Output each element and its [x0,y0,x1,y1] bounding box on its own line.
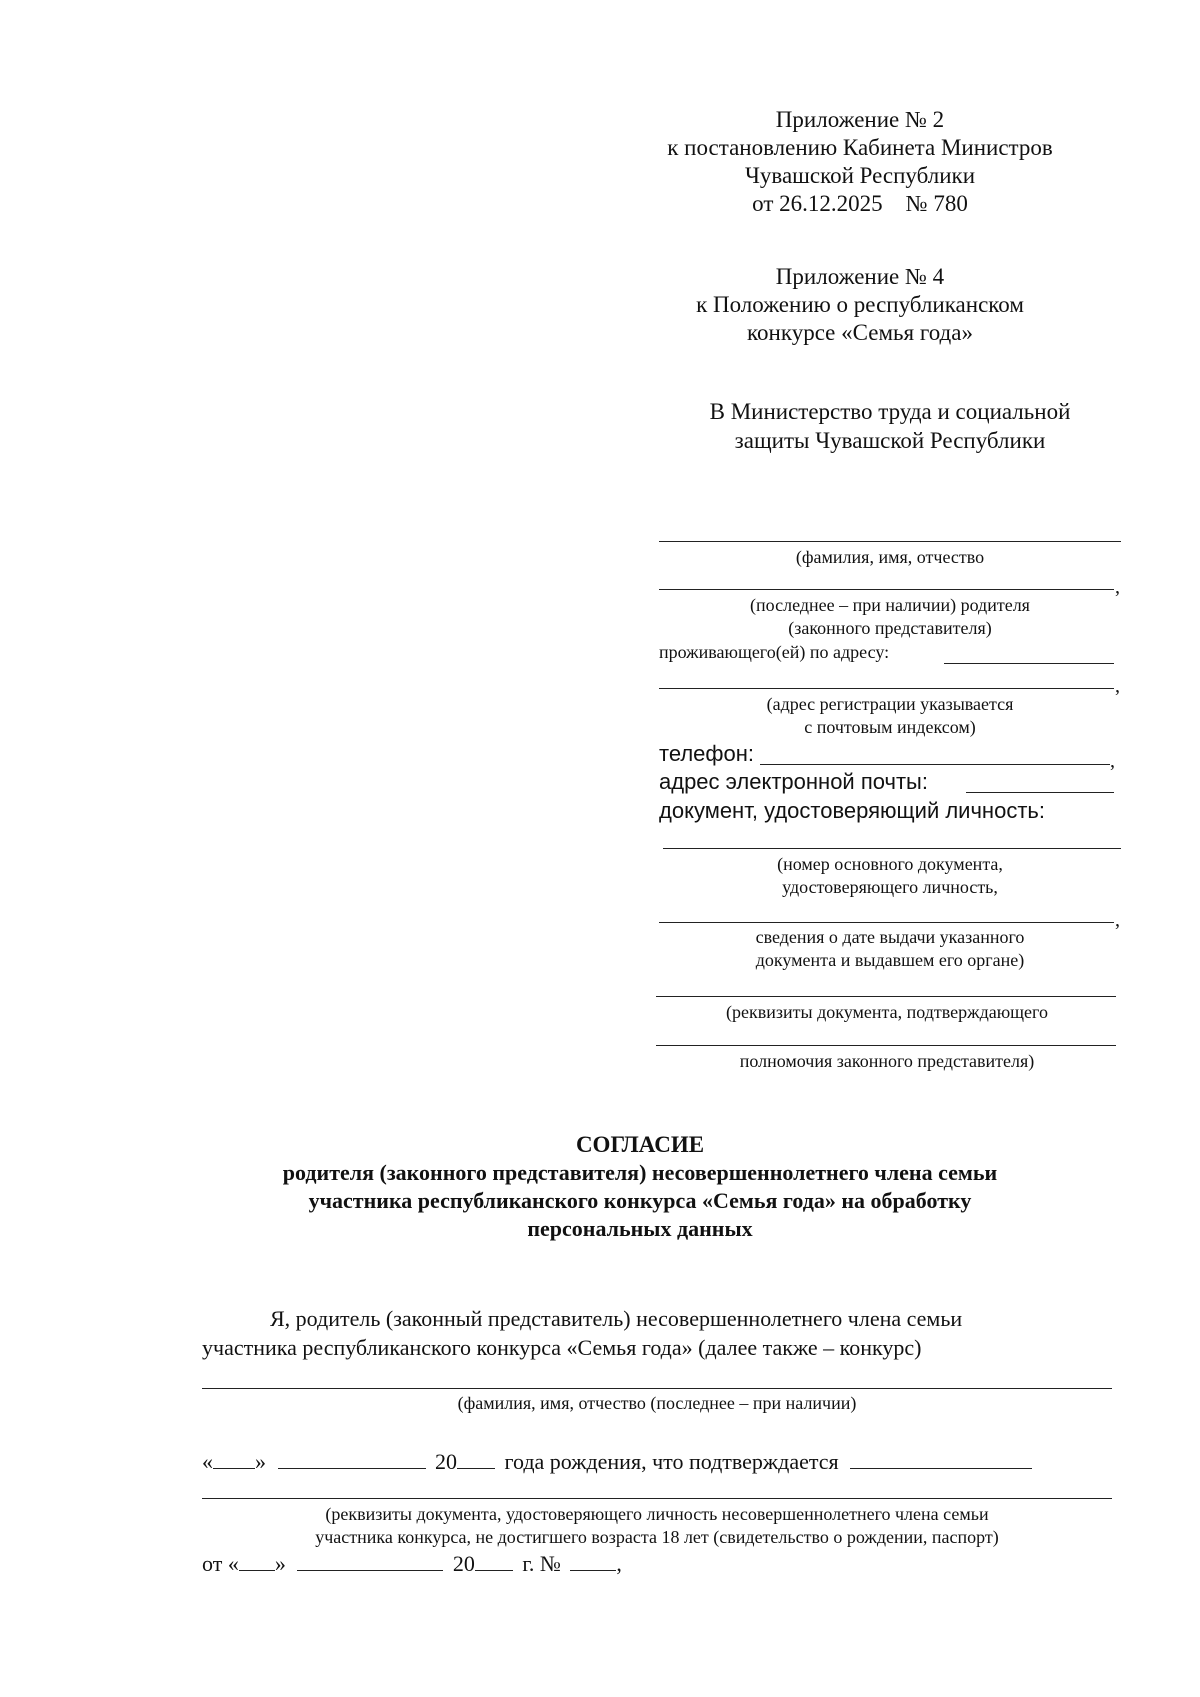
doc-number-label: г. № [522,1551,561,1576]
addressee-line: В Министерство труда и социальной [709,399,1071,424]
quote-open: « [202,1449,213,1474]
birth-line [202,1448,1032,1476]
doc-number-field [570,1550,616,1571]
appendix-2-line: от 26.12.2025 № 780 [752,191,968,216]
id-document-label: документ, удостоверяющий личность: [659,798,1045,823]
birth-month-field [278,1448,426,1469]
authority-caption-2: полномочия законного представителя) [739,1051,1035,1071]
title-line: участника республиканского конкурса «Семья года» на обработку [308,1188,972,1213]
appendix-2-line: Чувашской Республики [744,163,976,188]
addressee-block [659,397,1121,455]
comma: , [1115,909,1120,931]
representative-caption: (законного представителя) [788,618,992,638]
title-line: персональных данных [527,1216,753,1241]
id-document-caption-2: удостоверяющего личность, [782,877,998,897]
fio-caption: (фамилия, имя, отчество [795,547,985,567]
parent-caption: (последнее – при наличии) родителя [750,595,1030,615]
title-line: родителя (законного представителя) несовершеннолетнего члена семьи [282,1160,998,1185]
fio-line [659,541,1121,542]
appendix-2-block [560,106,1160,218]
body-line-2: участника республиканского конкурса «Семья года» (далее также – конкурс) [202,1335,922,1360]
address-caption-1: (адрес регистрации указывается [766,694,1014,714]
address-line-short [944,663,1114,664]
id-document-line [663,848,1121,849]
child-fio-line [202,1388,1112,1389]
comma: , [1115,576,1120,598]
id-document-caption-1: (номер основного документа, [777,854,1003,874]
birth-day-field [213,1448,255,1469]
id-document-line-2 [659,922,1114,923]
fio-line-2 [659,589,1114,590]
doc-year-field [475,1550,513,1571]
birth-proof-field [850,1448,1032,1469]
child-doc-line [202,1498,1112,1499]
address-caption-2: с почтовым индексом) [804,717,976,737]
comma: , [1110,750,1115,772]
authority-line [656,996,1116,997]
appendix-2-line: к постановлению Кабинета Министров [667,135,1053,160]
phone-line [760,764,1110,765]
authority-caption-1: (реквизиты документа, подтверждающего [726,1002,1048,1022]
document-title [180,1131,1100,1243]
appendix-4-line: Приложение № 4 [775,264,945,289]
email-label: адрес электронной почты: [659,769,928,794]
quote-close: » [255,1449,266,1474]
id-document-caption-3: сведения о дате выдачи указанного [755,927,1025,947]
birth-year-field [457,1448,495,1469]
child-fio-caption: (фамилия, имя, отчество (последнее – при наличии) [457,1393,857,1413]
appendix-4-line: к Положению о республиканском [696,292,1024,317]
title-main: СОГЛАСИЕ [575,1132,705,1157]
phone-label: телефон: [659,741,755,766]
doc-month-field [297,1550,443,1571]
body-line-1: Я, родитель (законный представитель) несовершеннолетнего члена семьи [270,1306,963,1331]
child-doc-caption-2: участника конкурса, не достигшего возраста 18 лет (свидетельство о рождении, паспорт) [315,1527,999,1547]
comma: , [1115,675,1120,697]
comma: , [616,1551,622,1576]
birth-year-prefix: 20 [435,1449,457,1474]
addressee-line: защиты Чувашской Республики [734,428,1046,453]
address-line [659,688,1114,689]
email-line [966,792,1114,793]
doc-year-prefix: 20 [452,1551,475,1576]
id-document-caption-4: документа и выдавшем его органе) [755,950,1025,970]
authority-line-2 [656,1045,1116,1046]
appendix-2-line: Приложение № 2 [775,107,945,132]
appendix-4-block [560,263,1160,347]
doc-day-field [239,1550,275,1571]
from-close: » [274,1551,286,1576]
doc-date-line [202,1550,622,1578]
living-label: проживающего(ей) по адресу: [659,642,890,662]
appendix-4-line: конкурсе «Семья года» [747,320,973,345]
from-open: от « [202,1551,239,1576]
birth-text: года рождения, что подтверждается [504,1449,839,1474]
child-doc-caption-1: (реквизиты документа, удостоверяющего личность несовершеннолетнего члена семьи [325,1504,989,1524]
